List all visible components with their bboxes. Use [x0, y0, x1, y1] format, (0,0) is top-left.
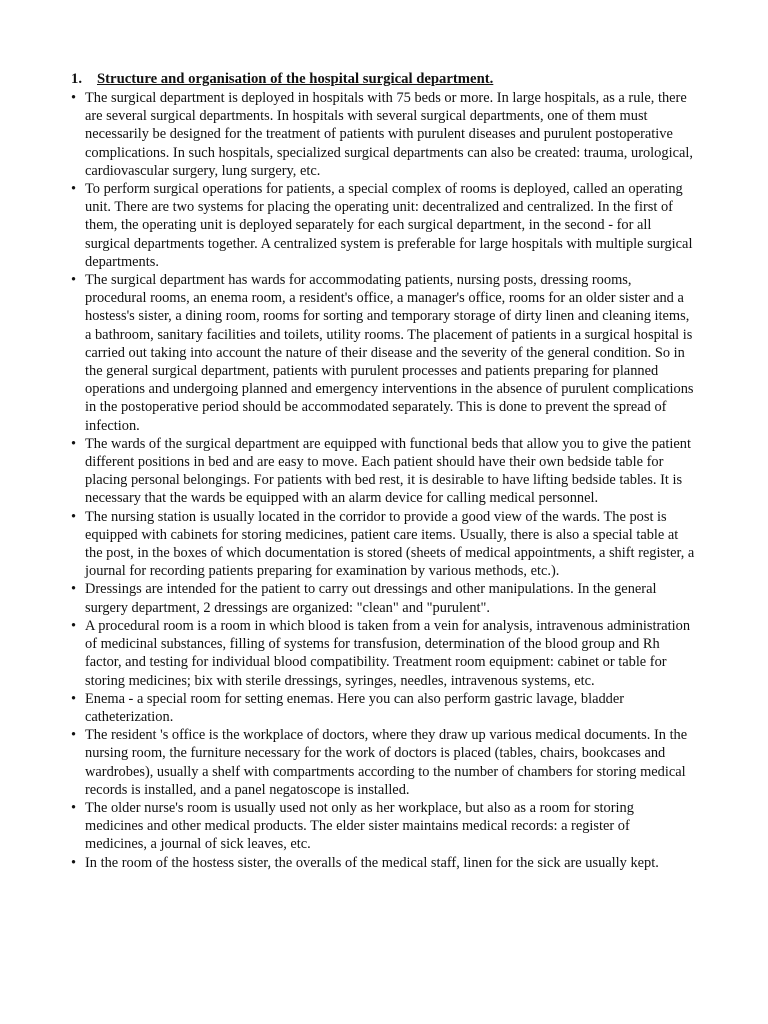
bullet-item — [71, 580, 695, 616]
section-heading — [71, 69, 711, 89]
bullet-marker: • — [71, 90, 77, 106]
section-title: Structure and organisation of the hospital surgical department. — [97, 71, 494, 87]
bullet-marker: • — [71, 690, 77, 707]
bullet-item — [71, 89, 695, 180]
bullet-item — [71, 271, 695, 435]
bullet-text: The older nurse's room is usually used not only as her workplace, but also as a room for storing medicines and other medical products. The elder sister maintains medical records: a register of medicines, a journal of sick leaves, etc. — [85, 799, 634, 853]
bullet-marker: • — [71, 854, 77, 871]
bullet-marker: • — [71, 799, 77, 816]
bullet-text: Dressings are intended for the patient to carry out dressings and other manipulations. In the general surgery department, 2 dressings are organized: "clean" and "purulent". — [85, 581, 657, 616]
bullet-item — [71, 617, 695, 690]
bullet-list — [71, 89, 695, 872]
bullet-text: The resident 's office is the workplace of doctors, where they draw up various medical documents. In the nursing room, the furniture necessary for the work of doctors is placed (tables, chairs, bookcases and wardrobes), usually a shelf with compartments according to the number of chambers for storing medical records is installed, and a panel negatoscope is installed. — [85, 727, 688, 798]
section-number: 1. — [71, 71, 83, 87]
bullet-item — [71, 508, 695, 581]
bullet-text: The surgical department has wards for accommodating patients, nursing posts, dressing rooms, procedural rooms, an enema room, a resident's office, a manager's office, rooms for an older sister and a hostess's sister, a dining room, rooms for sorting and temporary storage of dirty linen and cleaning items, a bathroom, sanitary facilities and toilets, utility rooms. The placement of patients in a surgical hospital is carried out taking into account the nature of their disease and the severity of the general condition. So in the general surgical department, patients with purulent processes and patients preparing for planned operations and undergoing planned and emergency interventions in the absence of purulent complications in the postoperative period should be accommodated separately. This is done to prevent the spread of infection. — [85, 272, 694, 434]
bullet-marker: • — [71, 181, 77, 198]
bullet-item — [71, 180, 695, 271]
bullet-text: The surgical department is deployed in hospitals with 75 beds or more. In large hospitals, as a rule, there are several surgical departments. In hospitals with several surgical departments, one of them must necessarily be designed for the treatment of patients with purulent diseases and purulent postoperative complications. In such hospitals, specialized surgical departments can also be created: trauma, urological, cardiovascular surgery, lung surgery, etc. — [85, 90, 693, 179]
bullet-marker: • — [71, 617, 77, 634]
bullet-text: In the room of the hostess sister, the overalls of the medical staff, linen for the sick are usually kept. — [85, 854, 659, 871]
bullet-item — [71, 799, 695, 854]
bullet-marker: • — [71, 581, 77, 598]
bullet-text: Enema - a special room for setting enemas. Here you can also perform gastric lavage, bladder catheterization. — [85, 690, 625, 725]
bullet-item — [71, 690, 695, 726]
bullet-marker: • — [71, 435, 77, 452]
bullet-marker: • — [71, 272, 77, 289]
bullet-text: The nursing station is usually located in the corridor to provide a good view of the wards. The post is equipped with cabinets for storing medicines, patient care items. Usually, there is also a special table at the post, in the boxes of which documentation is stored (sheets of medical appointments, a shift register, a journal for recording patients preparing for examination by various methods, etc.). — [85, 508, 695, 580]
bullet-marker: • — [71, 508, 77, 525]
bullet-item — [71, 435, 695, 508]
bullet-text: To perform surgical operations for patients, a special complex of rooms is deployed, called an operating unit. There are two systems for placing the operating unit: decentralized and centralized. In the first of them, the operating unit is deployed separately for each surgical department, in the second - for all surgical departments together. A centralized system is preferable for large hospitals with multiple surgical departments. — [85, 181, 693, 270]
bullet-marker: • — [71, 727, 77, 744]
bullet-item — [71, 726, 695, 799]
bullet-text: A procedural room is a room in which blood is taken from a vein for analysis, intravenous administration of medicinal substances, filling of systems for transfusion, determination of the blood group and Rh factor, and testing for individual blood compatibility. Treatment room equipment: cabinet or table for storing medicines; bix with sterile dressings, syringes, needles, intravenous systems, etc. — [85, 617, 691, 689]
bullet-item — [71, 854, 695, 872]
bullet-text: The wards of the surgical department are equipped with functional beds that allow you to give the patient different positions in bed and are easy to move. Each patient should have their own bedside table for placing personal belongings. For patients with bed rest, it is desirable to have lifting bedside tables. It is necessary that the wards be equipped with an alarm device for calling medical personnel. — [85, 435, 691, 507]
